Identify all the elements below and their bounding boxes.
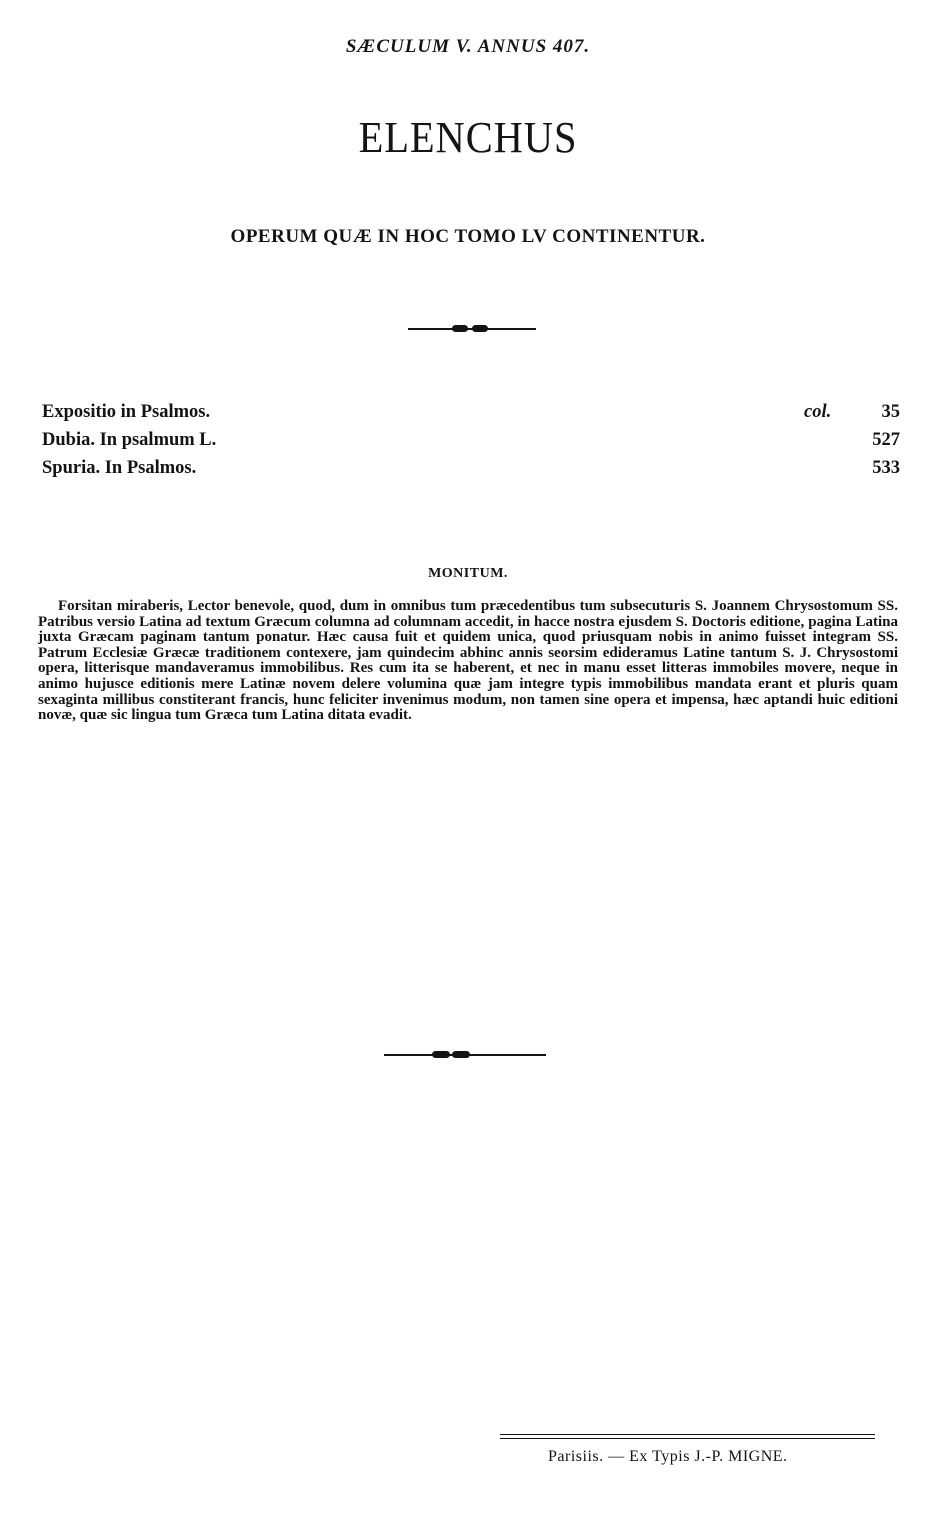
contents-label: Expositio in Psalmos. [42, 402, 211, 422]
contents-row [42, 402, 900, 430]
table-of-contents [42, 402, 900, 486]
contents-column-number: 533 [872, 458, 900, 478]
imprint-footer: Parisiis. — Ex Typis J.-P. MIGNE. [548, 1448, 788, 1465]
contents-row [42, 430, 900, 458]
contents-column-number: 35 [881, 402, 900, 422]
col-label: col. [804, 402, 832, 422]
ornament-rule-top [408, 324, 536, 334]
page-subtitle: OPERUM QUÆ IN HOC TOMO LV CONTINENTUR. [230, 226, 706, 247]
footer-rule [500, 1438, 875, 1439]
footer-rule [500, 1434, 875, 1435]
contents-label: Dubia. In psalmum L. [42, 430, 217, 450]
running-head: SÆCULUM V. ANNUS 407. [345, 36, 591, 57]
monitum-text: Forsitan miraberis, Lector benevole, quod, dum in omnibus tum præcedentibus tum subsecuturis S. Joannem Chrysostomum SS. Patribus versio Latina ad textum Græcum columna ad columnam accedit, in hacce nostra ejusdem S. Doctoris editione, pagina Latina juxta Græcam paginam tantum ponatur. Hæc causa fuit et quidem unica, quod priusquam nobis in animo fuisset integram SS. Patrum Ecclesiæ Græcæ traditionem contexere, jam quindecim abhinc annis seorsim edideramus Latine tantum S. J. Chrysostomi opera, litterisque mandaveramus immobilibus. Res cum ita se haberent, et nec in manu esset litteras immobiles movere, neque in animo hujusce editionis mere Latinæ novem delere volumina quæ jam integre typis immobilibus mandata erant et pluris quam sexaginta millibus constiterant francis, hunc feliciter invenimus modum, non tamen sine opera et impensa, hæc aptandi huic editioni novæ, quæ sic lingua tum Græca tum Latina ditata evadit. [38, 598, 898, 724]
contents-column-number: 527 [872, 430, 900, 450]
ornament-rule-bottom [384, 1050, 546, 1060]
page-title: ELENCHUS [358, 113, 578, 162]
monitum-heading: MONITUM. [428, 566, 508, 581]
contents-label: Spuria. In Psalmos. [42, 458, 197, 478]
contents-row [42, 458, 900, 486]
